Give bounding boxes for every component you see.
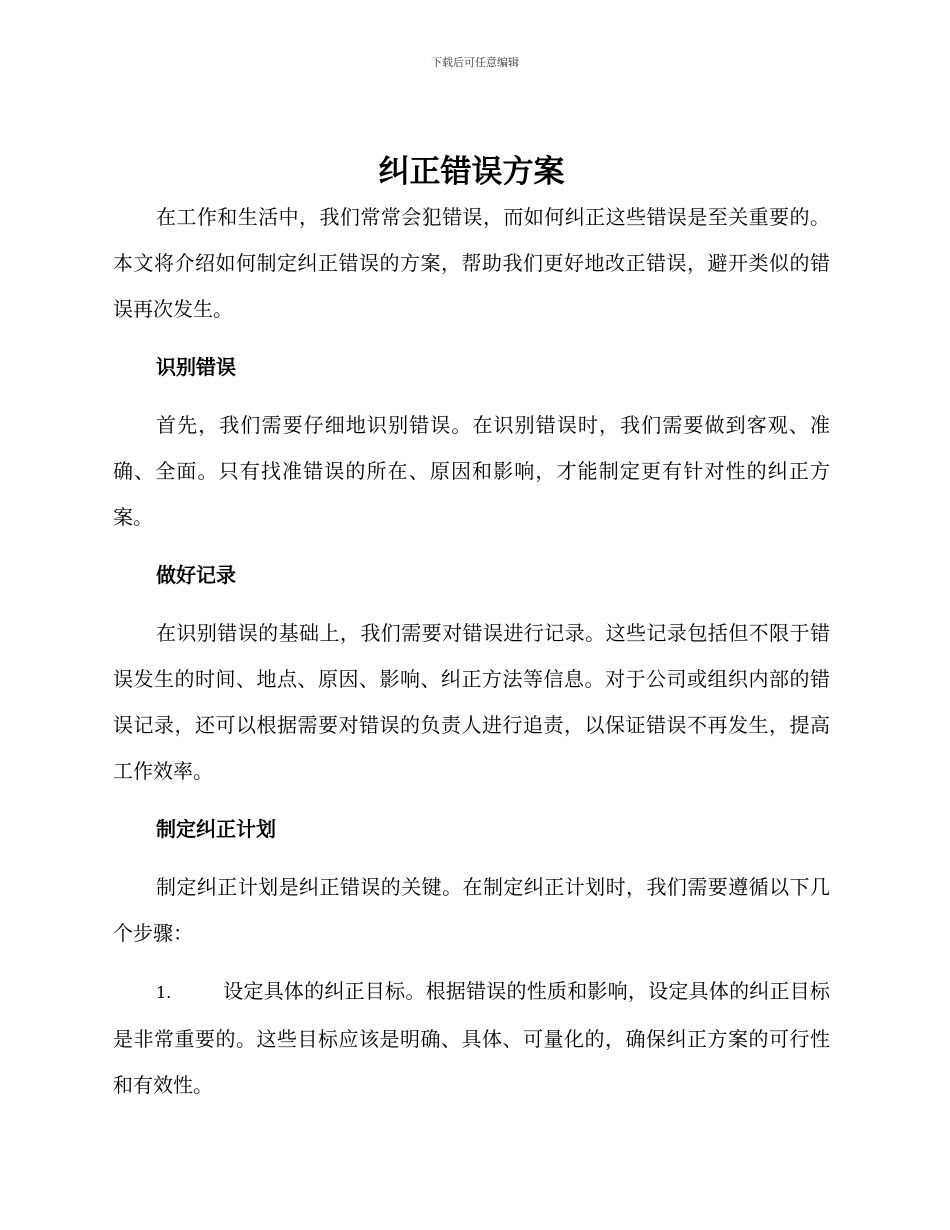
spacer — [113, 390, 830, 402]
section-body-identify: 首先，我们需要仔细地识别错误。在识别错误时，我们需要做到客观、准确、全面。只有找准错误的所在、原因和影响，才能制定更有针对性的纠正方案。 — [113, 413, 830, 529]
spacer — [113, 598, 830, 610]
spacer — [113, 794, 830, 806]
intro-paragraph: 在工作和生活中，我们常常会犯错误，而如何纠正这些错误是至关重要的。本文将介绍如何制定纠正错误的方案，帮助我们更好地改正错误，避开类似的错误再次发生。 — [113, 205, 830, 321]
spacer — [113, 540, 830, 552]
list-item — [113, 968, 830, 1108]
section-heading-record: 做好记录 — [156, 563, 236, 587]
section-body-plan: 制定纠正计划是纠正错误的关键。在制定纠正计划时，我们需要遵循以下几个步骤： — [113, 875, 830, 945]
section-heading-plan: 制定纠正计划 — [156, 817, 276, 841]
document-title: 纠正错误方案 — [378, 154, 565, 190]
document-body — [113, 150, 830, 1108]
list-item-text: 设定具体的纠正目标。根据错误的性质和影响，设定具体的纠正目标是非常重要的。这些目标应该是明确、具体、可量化的，确保纠正方案的可行性和有效性。 — [113, 979, 830, 1097]
spacer — [113, 852, 830, 864]
header-note: 下载后可任意编辑 — [431, 56, 519, 69]
list-item-number: 1. — [156, 983, 172, 1002]
spacer — [113, 956, 830, 968]
section-body-record: 在识别错误的基础上，我们需要对错误进行记录。这些记录包括但不限于错误发生的时间、地点、原因、影响、纠正方法等信息。对于公司或组织内部的错误记录，还可以根据需要对错误的负责人进行追责，以保证错误不再发生，提高工作效率。 — [113, 621, 830, 783]
spacer — [113, 332, 830, 344]
section-heading-identify: 识别错误 — [156, 355, 236, 379]
